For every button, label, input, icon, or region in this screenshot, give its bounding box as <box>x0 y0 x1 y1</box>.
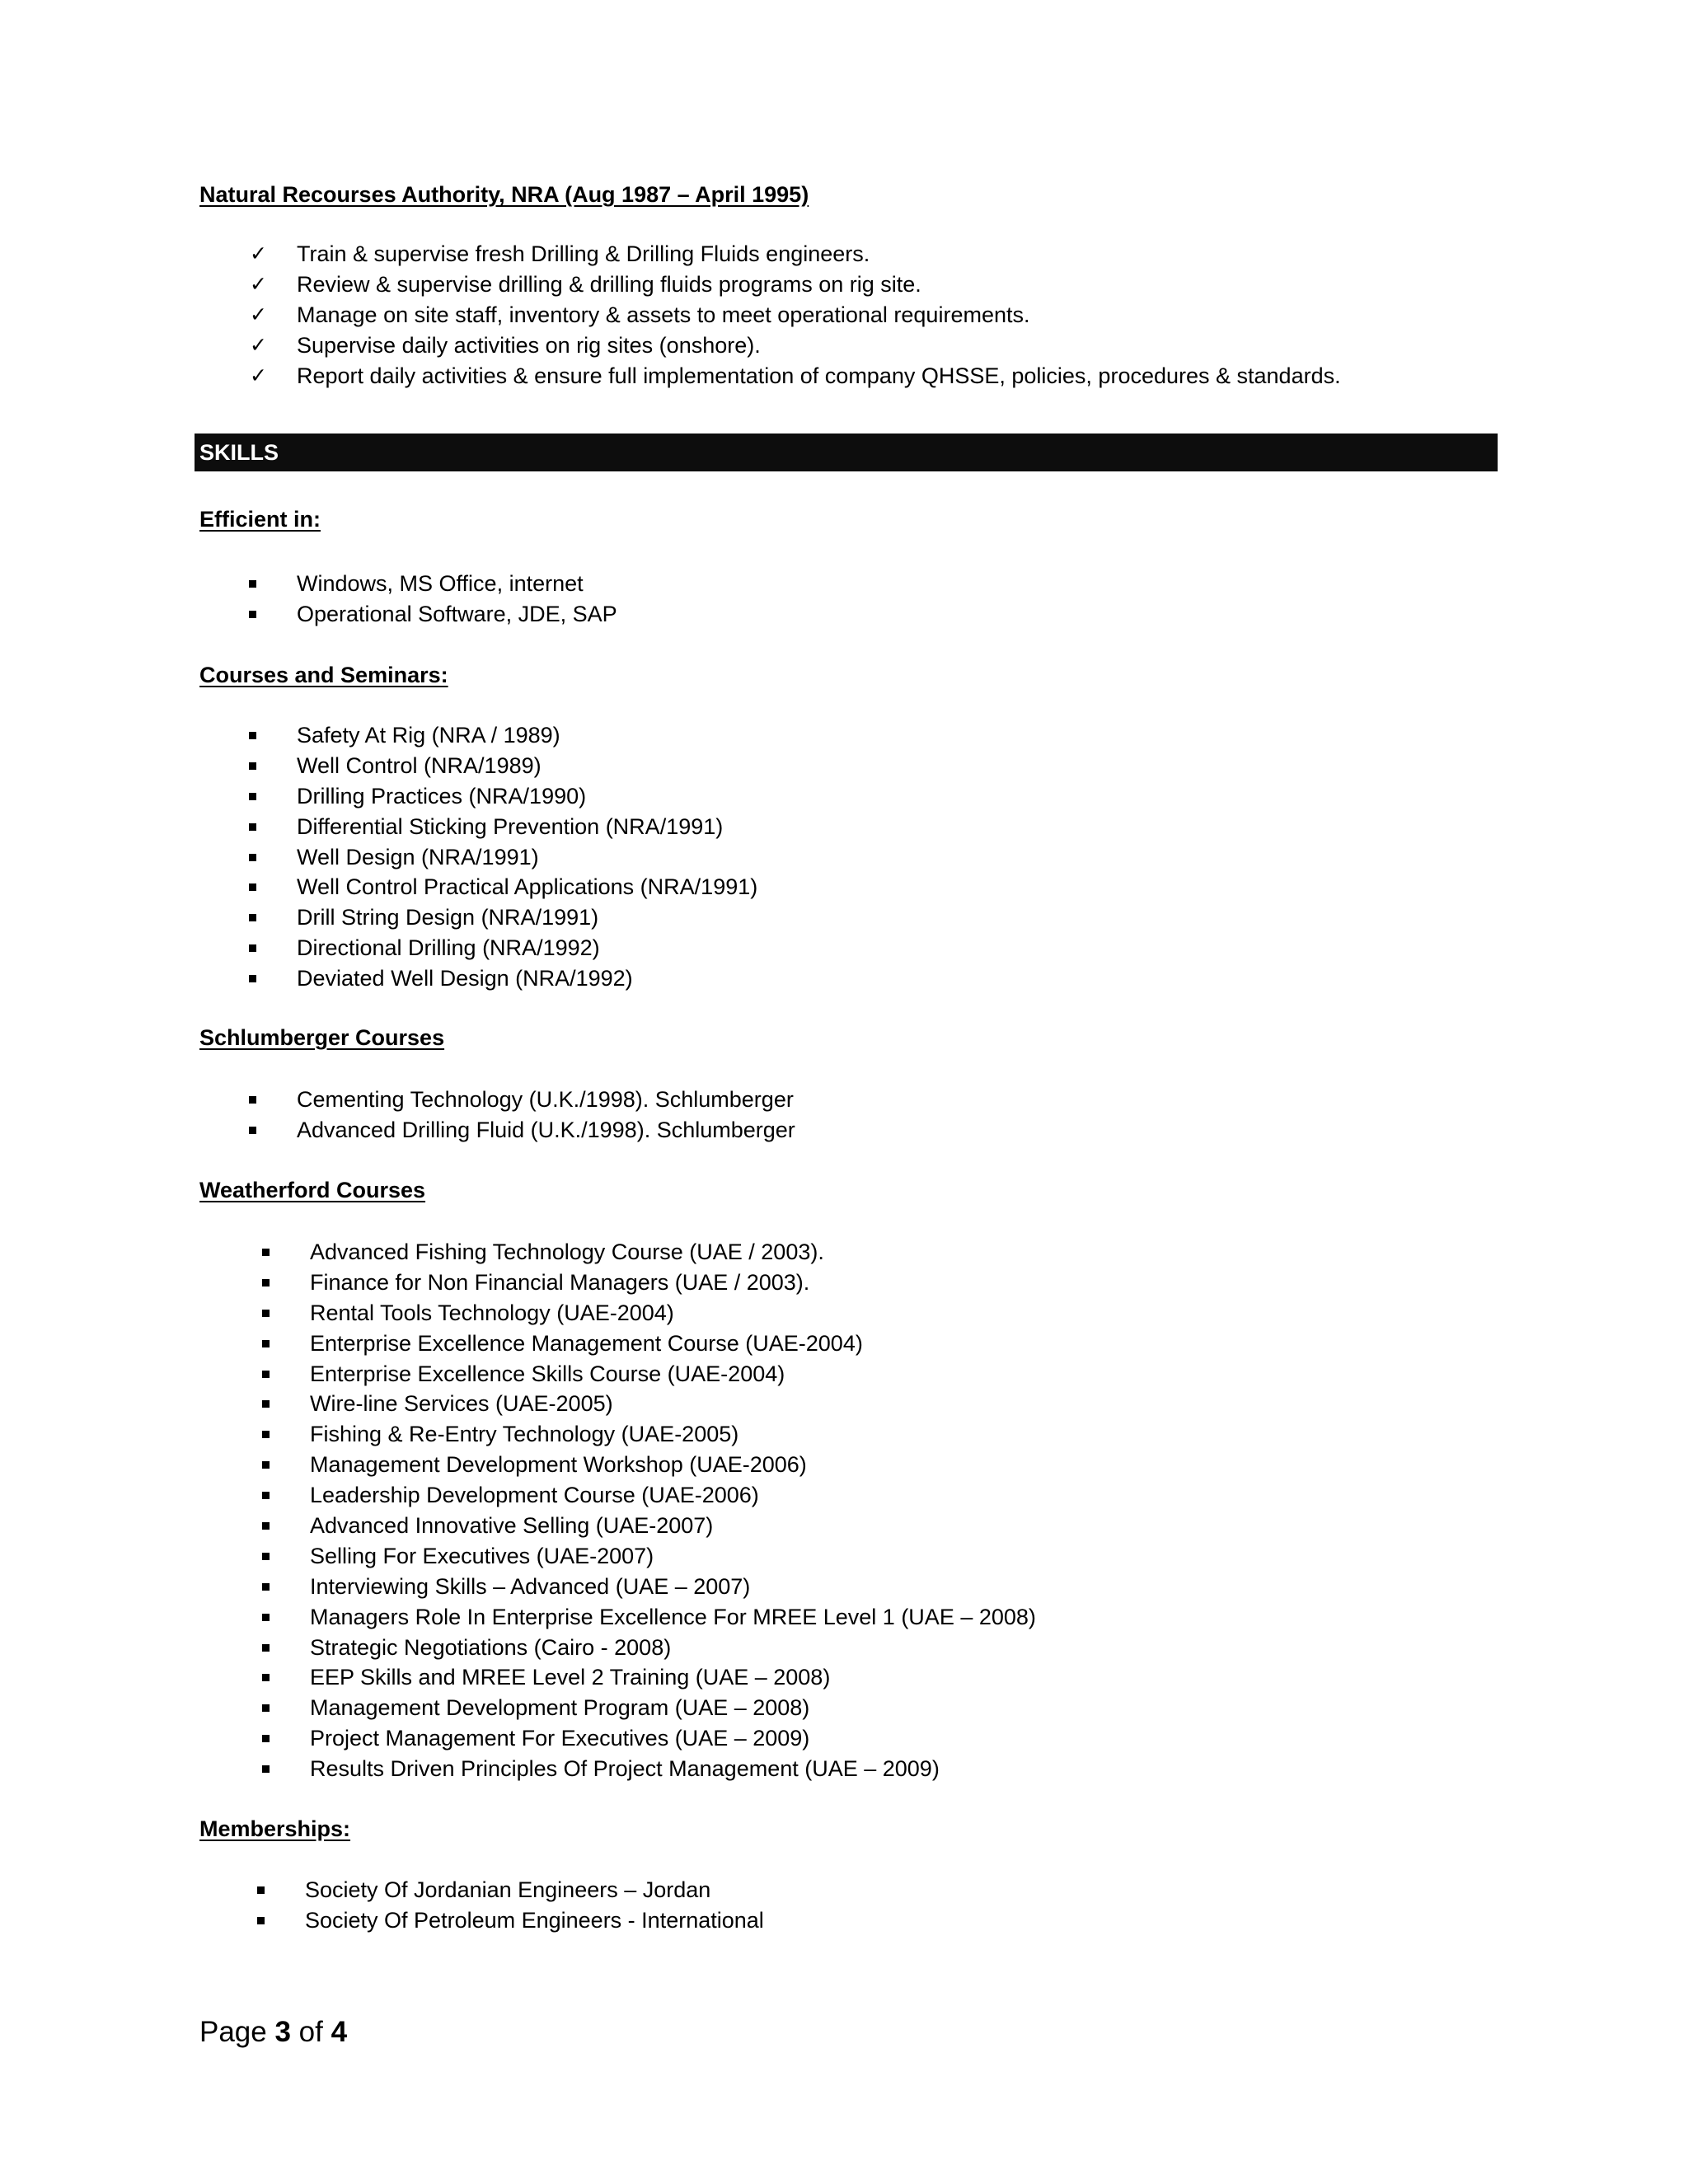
list-item-text: Supervise daily activities on rig sites (onshore). <box>297 332 761 358</box>
square-bullet-icon <box>262 1310 270 1317</box>
list-item-text: Train & supervise fresh Drilling & Drilling Fluids engineers. <box>297 241 870 266</box>
list-item-text: Review & supervise drilling & drilling fluids programs on rig site. <box>297 271 921 297</box>
square-bullet-icon <box>262 1371 270 1378</box>
list-item-text: Drill String Design (NRA/1991) <box>297 905 599 930</box>
square-bullet-icon <box>262 1522 270 1530</box>
list-item-text: Leadership Development Course (UAE-2006) <box>310 1483 759 1508</box>
square-bullet-icon <box>249 823 256 831</box>
list-item-text: Enterprise Excellence Management Course (UAE-2004) <box>310 1330 863 1356</box>
square-bullet-icon <box>262 1279 270 1286</box>
square-bullet-icon <box>262 1431 270 1438</box>
square-bullet-icon <box>262 1340 270 1347</box>
list-item-text: Drilling Practices (NRA/1990) <box>297 783 587 808</box>
square-bullet-icon <box>262 1614 270 1621</box>
square-bullet-icon <box>262 1674 270 1681</box>
list-item-text: Advanced Drilling Fluid (U.K./1998). Schlumberger <box>297 1117 795 1142</box>
list-item-text: Strategic Negotiations (Cairo - 2008) <box>310 1634 672 1660</box>
experience-heading: Natural Recourses Authority, NRA (Aug 1987 – April 1995) <box>199 182 809 207</box>
list-item-text: Selling For Executives (UAE-2007) <box>310 1543 654 1568</box>
list-item-text: Project Management For Executives (UAE – 2009) <box>310 1726 810 1751</box>
square-bullet-icon <box>249 944 256 952</box>
schlumberger-heading: Schlumberger Courses <box>199 1025 445 1050</box>
list-item-text: Differential Sticking Prevention (NRA/1991) <box>297 813 724 839</box>
square-bullet-icon <box>262 1461 270 1469</box>
square-bullet-icon <box>249 883 256 891</box>
square-bullet-icon <box>249 732 256 739</box>
checkmark-icon: ✓ <box>250 271 267 296</box>
square-bullet-icon <box>249 1096 256 1104</box>
list-item-text: Report daily activities & ensure full implementation of company QHSSE, policies, procedures & standards. <box>297 363 1341 388</box>
list-item-text: Directional Drilling (NRA/1992) <box>297 935 600 961</box>
list-item-text: Management Development Workshop (UAE-2006) <box>310 1452 807 1478</box>
list-item-text: Enterprise Excellence Skills Course (UAE-2004) <box>310 1361 785 1386</box>
square-bullet-icon <box>249 1127 256 1134</box>
list-item-text: EEP Skills and MREE Level 2 Training (UAE – 2008) <box>310 1665 831 1690</box>
checkmark-icon: ✓ <box>250 241 267 265</box>
list-item-text: Managers Role In Enterprise Excellence For MREE Level 1 (UAE – 2008) <box>310 1604 1036 1629</box>
list-item-text: Manage on site staff, inventory & assets to meet operational requirements. <box>297 302 1030 327</box>
skills-section-bar <box>195 434 1498 471</box>
page-number-footer <box>199 2014 347 2050</box>
square-bullet-icon <box>249 914 256 921</box>
weatherford-heading: Weatherford Courses <box>199 1178 426 1202</box>
list-item-text: Well Control Practical Applications (NRA/1991) <box>297 874 758 900</box>
list-item-text: Operational Software, JDE, SAP <box>297 601 617 626</box>
square-bullet-icon <box>249 580 256 588</box>
list-item-text: Wire-line Services (UAE-2005) <box>310 1391 613 1417</box>
square-bullet-icon <box>257 1886 265 1894</box>
square-bullet-icon <box>249 793 256 800</box>
list-item-text: Advanced Fishing Technology Course (UAE / 2003). <box>310 1240 824 1264</box>
square-bullet-icon <box>257 1917 265 1924</box>
memberships-heading: Memberships: <box>199 1816 351 1841</box>
square-bullet-icon <box>262 1735 270 1742</box>
list-item-text: Safety At Rig (NRA / 1989) <box>297 723 560 748</box>
square-bullet-icon <box>249 854 256 861</box>
list-item-text: Advanced Innovative Selling (UAE-2007) <box>310 1513 714 1539</box>
square-bullet-icon <box>249 975 256 982</box>
square-bullet-icon <box>262 1765 270 1773</box>
square-bullet-icon <box>262 1492 270 1499</box>
square-bullet-icon <box>262 1644 270 1652</box>
current-page-number: 3 <box>274 2016 291 2048</box>
courses-heading: Courses and Seminars: <box>199 663 448 687</box>
page-label-prefix: Page <box>199 2016 275 2048</box>
square-bullet-icon <box>262 1249 270 1256</box>
list-item-text: Interviewing Skills – Advanced (UAE – 2007) <box>310 1573 751 1599</box>
square-bullet-icon <box>262 1704 270 1712</box>
list-item-text: Well Control (NRA/1989) <box>297 752 542 778</box>
list-item-text: Rental Tools Technology (UAE-2004) <box>310 1300 674 1325</box>
total-page-count: 4 <box>331 2016 348 2048</box>
efficient-heading: Efficient in: <box>199 507 321 532</box>
list-item-text: Finance for Non Financial Managers (UAE / 2003). <box>310 1269 810 1295</box>
list-item-text: Deviated Well Design (NRA/1992) <box>297 966 633 991</box>
skills-bar-label: SKILLS <box>199 440 279 465</box>
square-bullet-icon <box>262 1553 270 1560</box>
square-bullet-icon <box>262 1400 270 1408</box>
list-item-text: Society Of Jordanian Engineers – Jordan <box>305 1877 711 1902</box>
page-label-of: of <box>290 2016 331 2048</box>
list-item-text: Results Driven Principles Of Project Management (UAE – 2009) <box>310 1756 940 1782</box>
list-item-text: Fishing & Re-Entry Technology (UAE-2005) <box>310 1422 739 1447</box>
checkmark-icon: ✓ <box>250 363 267 387</box>
list-item-text: Society Of Petroleum Engineers - International <box>305 1907 764 1933</box>
checkmark-icon: ✓ <box>250 302 267 326</box>
list-item-text: Management Development Program (UAE – 2008) <box>310 1695 810 1721</box>
list-item-text: Cementing Technology (U.K./1998). Schlumberger <box>297 1087 794 1112</box>
square-bullet-icon <box>262 1583 270 1591</box>
square-bullet-icon <box>249 762 256 770</box>
list-item-text: Windows, MS Office, internet <box>297 571 584 596</box>
list-item-text: Well Design (NRA/1991) <box>297 844 539 869</box>
square-bullet-icon <box>249 611 256 618</box>
checkmark-icon: ✓ <box>250 332 267 357</box>
